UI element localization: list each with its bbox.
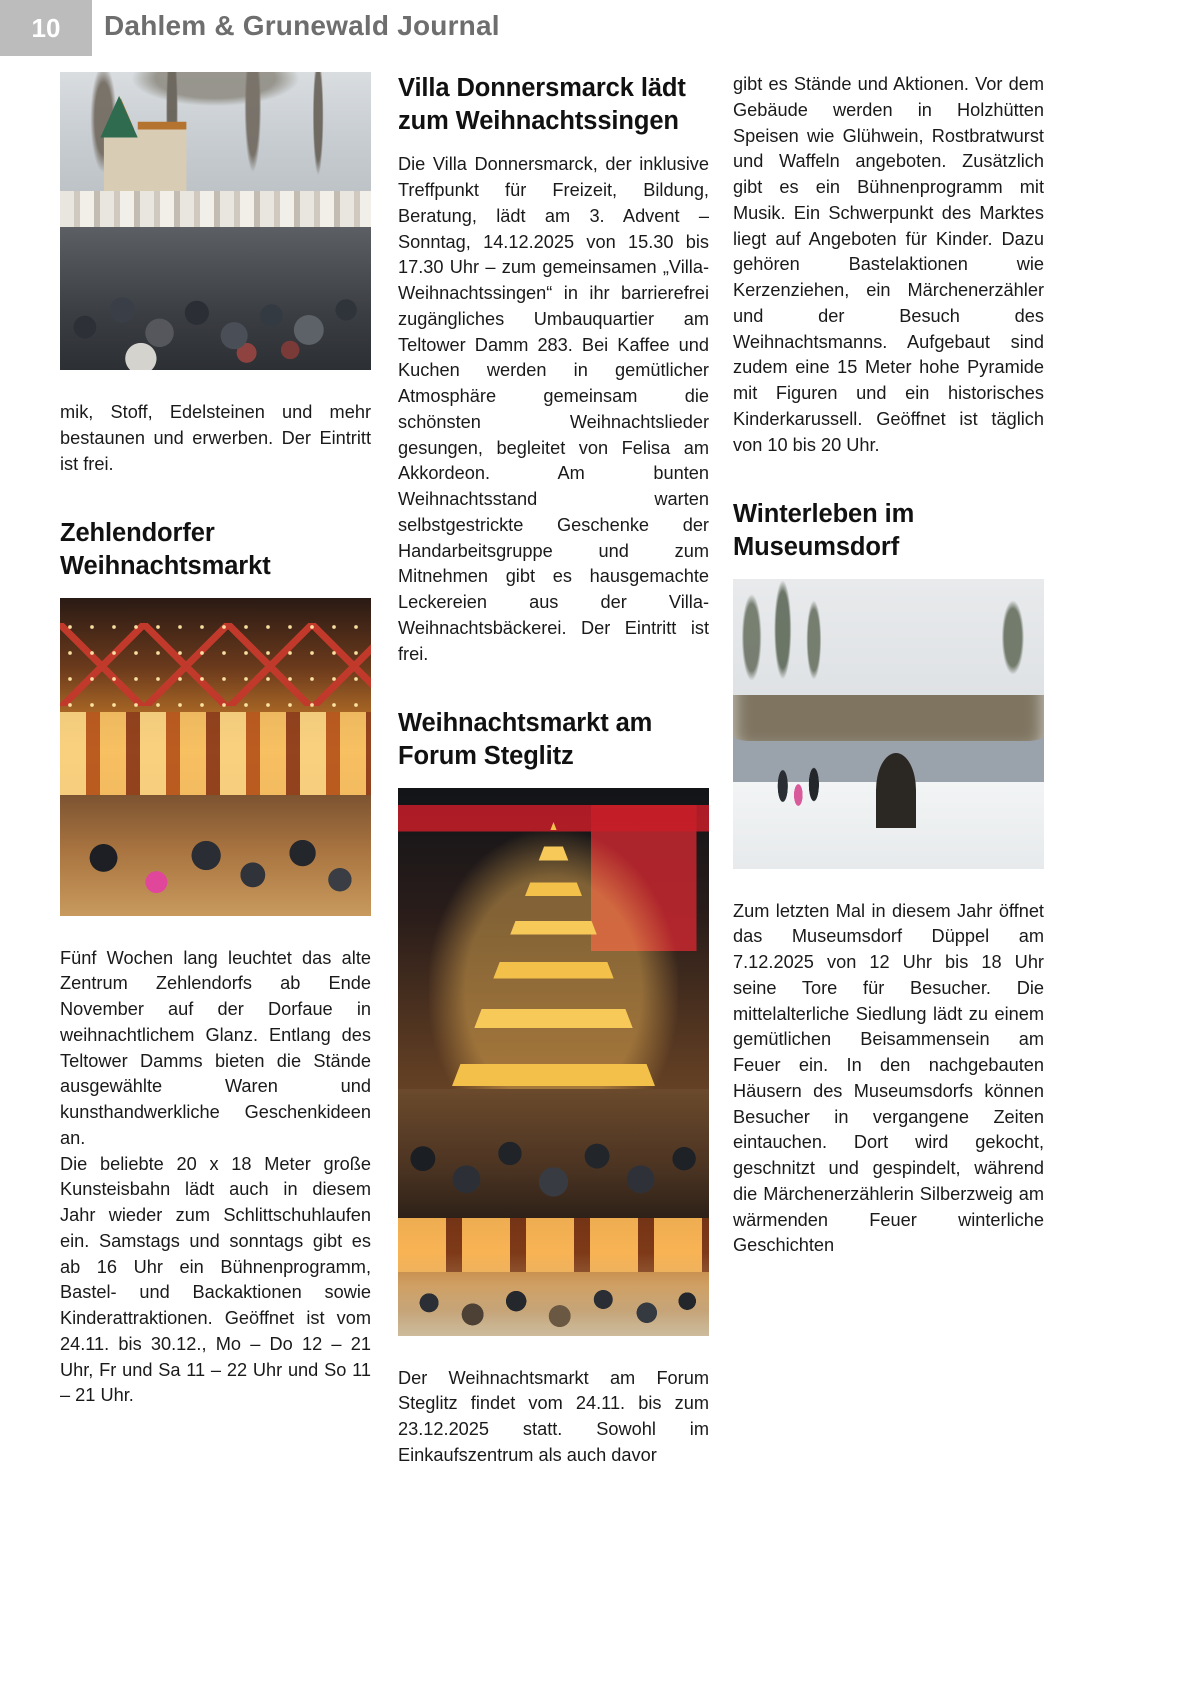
column-left bbox=[60, 72, 371, 1409]
page-header bbox=[0, 0, 1200, 56]
photo-snow-trees-layer bbox=[733, 579, 1044, 707]
photo-snow-visitors-layer bbox=[733, 741, 1044, 816]
middle-photo-caption: Der Weihnachtsmarkt am Forum Steglitz findet vom 24.11. bis zum 23.12.2025 statt. Sowohl im Einkaufszentrum als auch davor bbox=[398, 1367, 709, 1465]
headline-weihnachtsmarkt-forum-steglitz: Weihnachtsmarkt am Forum Steglitz bbox=[398, 709, 653, 771]
left-continuation-text: mik, Stoff, Edelsteinen und mehr bestaunen und erwerben. Der Eintritt ist frei. bbox=[60, 402, 371, 474]
photo-zehlendorfer-market-stalls bbox=[60, 598, 371, 916]
photo-museumsdorf-snowy-hut bbox=[733, 579, 1044, 869]
headline-winterleben-im-museumsdorf: Winterleben im Museumsdorf bbox=[733, 500, 915, 562]
photo-forum-steglitz-market-huts bbox=[398, 1218, 709, 1336]
headline-zehlendorfer-weihnachtsmarkt: Zehlendorfer Weihnachtsmarkt bbox=[60, 519, 271, 581]
photo-pyramid-crowd-layer bbox=[398, 1089, 709, 1218]
right-body-paragraph-1: gibt es Stände und Aktionen. Vor dem Gebäude werden in Holzhütten Speisen wie Glühwein, Rostbratwurst und Waffeln angeboten. Zusätzlich gibt es ein Bühnenprogramm mit Musik. Ein Schwerpunkt des Marktes liegt auf Angeboten für Kinder. Dazu gehören Bastelaktionen wie Kerzenziehen, ein Märchenerzähler und der Besuch des Weihnachtsmanns. Aufgebaut sind zudem eine 15 Meter hohe Pyramide mit Figuren und ein historisches Kinderkarussell. Geöffnet ist täglich von 10 bis 20 Uhr. bbox=[733, 74, 1044, 455]
right-body-paragraph-2: Zum letzten Mal in diesem Jahr öffnet das Museumsdorf Düppel am 7.12.2025 von 12 Uhr bis 18 Uhr seine Tore für Besucher. Die mittelalterliche Siedlung lädt zu einem gemütlichen Beisammensein am Feuer ein. In den nachgebauten Häusern des Museumsdorfs können Besucher in vergangene Zeiten eintauchen. Dort wird gekocht, geschnitzt und gespindelt, während die Märchenerzählerin Silberzweig am wärmenden Feuer winterliche Geschichten bbox=[733, 900, 1044, 1256]
photo-forum-crowd-layer bbox=[398, 1253, 709, 1336]
photo-market-people-layer bbox=[60, 795, 371, 916]
photo-christmas-pyramid-forum-steglitz bbox=[398, 788, 709, 1218]
photo-crowd-layer bbox=[60, 227, 371, 370]
middle-body-paragraph-1: Die Villa Donnersmarck, der inklusive Treffpunkt für Freizeit, Bildung, Beratung, lädt am 3. Advent – Sonntag, 14.12.2025 von 15.30 bis 17.30 Uhr – zum gemeinsamen „Villa-Weihnachtssingen“ in ihr barrierefrei zugängliches Umbauquartier am Teltower Damm 283. Bei Kaffee und Kuchen werden in gemütlicher Atmosphäre gemeinsam die schönsten Weihnachtslieder gesungen, begleitet von Felisa am Akkordeon. Am bunten Weihnachtsstand warten selbstgestrickte Geschenke der Handarbeitsgruppe und zum Mitnehmen gibt es hausgemachte Leckereien aus der Villa-Weihnachtsbäckerei. Der Eintritt ist frei. bbox=[398, 154, 709, 664]
photo-villa-donnersmarck-market bbox=[60, 72, 371, 370]
left-body-paragraph-1: Fünf Wochen lang leuchtet das alte Zentrum Zehlendorfs ab Ende November auf der Dorfaue in weihnachtlichem Glanz. Entlang des Teltower Damms bieten die Stände ausgewählte Waren und kunsthandwerkliche Geschenkideen an. bbox=[60, 947, 371, 1148]
headline-villa-donnersmarck: Villa Donnersmarck lädt zum Weihnachtssingen bbox=[398, 74, 686, 136]
page-number: 10 bbox=[0, 0, 92, 56]
photo-fairy-lights-layer bbox=[60, 617, 371, 712]
column-middle bbox=[398, 72, 709, 1469]
publication-title: Dahlem & Grunewald Journal bbox=[104, 10, 500, 41]
left-body-paragraph-2: Die beliebte 20 x 18 Meter große Kunsteisbahn lädt auch in diesem Jahr wieder zum Schlittschuhlaufen ein. Samstags und sonntags gibt es ab 16 Uhr ein Bühnenprogramm, Bastel- und Backaktionen sowie Kinderattraktionen. Geöffnet ist vom 24.11. bis 30.12., Mo – Do 12 – 21 Uhr, Fr und Sa 11 – 22 Uhr und So 11 – 21 Uhr. bbox=[60, 1153, 371, 1406]
column-right bbox=[733, 72, 1044, 1259]
